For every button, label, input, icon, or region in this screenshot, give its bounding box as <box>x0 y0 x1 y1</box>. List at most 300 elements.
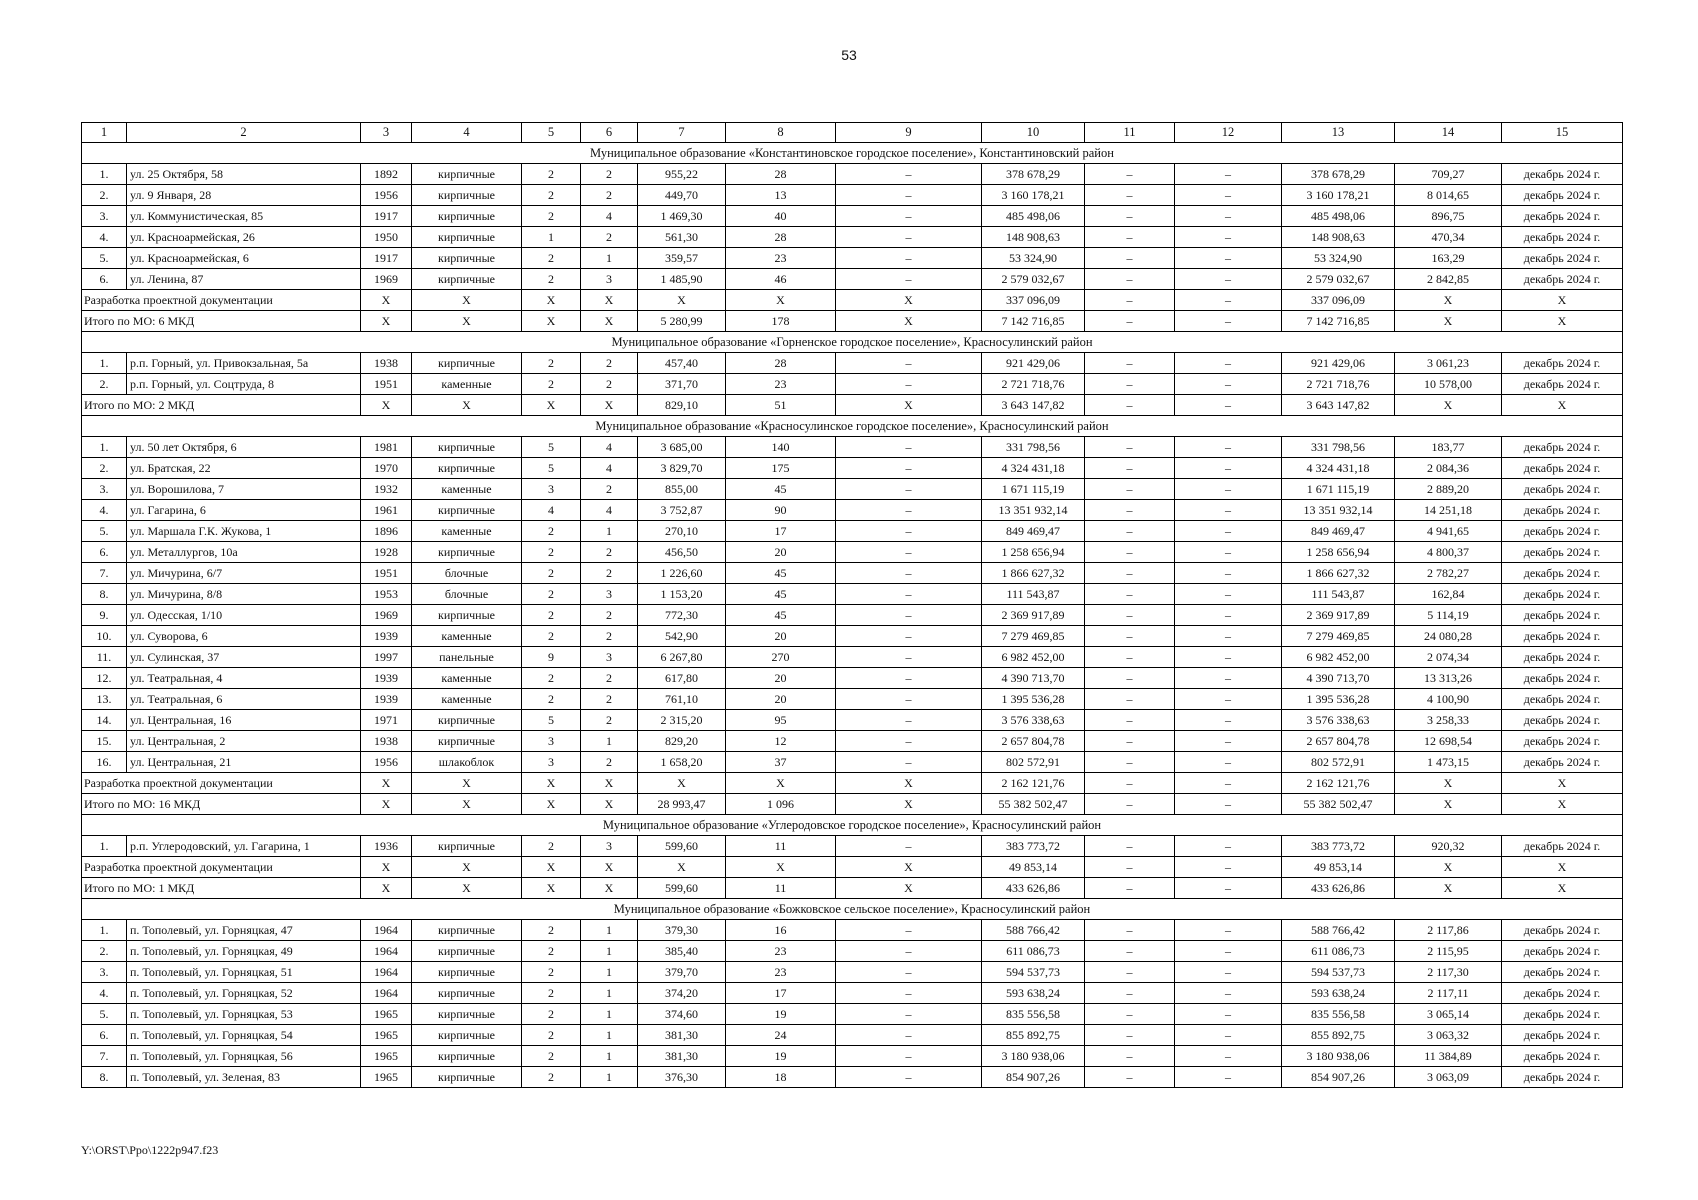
table-cell: 1928 <box>361 542 412 563</box>
table-cell: 1 <box>581 1004 638 1025</box>
row-number: 7. <box>82 563 127 584</box>
table-cell: 6 267,80 <box>638 647 726 668</box>
table-cell: декабрь 2024 г. <box>1502 605 1623 626</box>
table-cell: – <box>1085 227 1175 248</box>
table-cell: 1961 <box>361 500 412 521</box>
table-cell: 24 080,28 <box>1395 626 1502 647</box>
table-cell: 3 180 938,06 <box>1282 1046 1395 1067</box>
table-cell: X <box>1395 857 1502 878</box>
table-cell: – <box>1085 941 1175 962</box>
table-cell: декабрь 2024 г. <box>1502 920 1623 941</box>
table-cell: кирпичные <box>412 248 522 269</box>
table-cell: декабрь 2024 г. <box>1502 164 1623 185</box>
table-cell: – <box>1085 206 1175 227</box>
table-cell: декабрь 2024 г. <box>1502 647 1623 668</box>
table-cell: 270 <box>726 647 836 668</box>
table-cell: каменные <box>412 668 522 689</box>
table-cell: декабрь 2024 г. <box>1502 689 1623 710</box>
table-cell: 2 <box>581 374 638 395</box>
table-cell: – <box>1175 794 1282 815</box>
section-header-row <box>82 143 1623 164</box>
table-cell: – <box>1175 500 1282 521</box>
summary-row <box>82 290 1623 311</box>
table-cell: декабрь 2024 г. <box>1502 500 1623 521</box>
table-cell: 383 773,72 <box>982 836 1085 857</box>
table-cell: X <box>836 773 982 794</box>
table-cell: декабрь 2024 г. <box>1502 668 1623 689</box>
table-cell: – <box>1175 668 1282 689</box>
table-cell: 6 982 452,00 <box>1282 647 1395 668</box>
table-cell: 849 469,47 <box>982 521 1085 542</box>
table-cell: панельные <box>412 647 522 668</box>
table-cell: 13 <box>726 185 836 206</box>
table-cell: X <box>1395 878 1502 899</box>
table-cell: 2 <box>581 353 638 374</box>
row-number: 2. <box>82 941 127 962</box>
table-cell: 379,30 <box>638 920 726 941</box>
table-cell: 3 <box>522 479 581 500</box>
table-cell: – <box>1175 227 1282 248</box>
table-cell: 2 <box>581 479 638 500</box>
table-cell: – <box>1175 1025 1282 1046</box>
table-cell: – <box>836 206 982 227</box>
table-cell: кирпичные <box>412 920 522 941</box>
table-cell: 2 117,11 <box>1395 983 1502 1004</box>
row-number: 6. <box>82 542 127 563</box>
table-cell: 2 162 121,76 <box>1282 773 1395 794</box>
table-cell: – <box>1175 185 1282 206</box>
table-cell: X <box>726 773 836 794</box>
table-cell: 20 <box>726 542 836 563</box>
table-cell: – <box>1175 731 1282 752</box>
table-cell: – <box>1085 185 1175 206</box>
table-cell: X <box>836 395 982 416</box>
table-cell: 3 063,32 <box>1395 1025 1502 1046</box>
table-cell: 588 766,42 <box>1282 920 1395 941</box>
table-cell: 2 <box>581 164 638 185</box>
table-cell: – <box>1085 731 1175 752</box>
table-cell: – <box>1085 353 1175 374</box>
table-cell: X <box>1395 794 1502 815</box>
table-cell: 337 096,09 <box>1282 290 1395 311</box>
table-cell: 2 <box>522 269 581 290</box>
table-cell: 3 <box>581 836 638 857</box>
table-cell: 1 <box>522 227 581 248</box>
table-cell: X <box>1502 794 1623 815</box>
table-row <box>82 542 1623 563</box>
table-cell: – <box>836 185 982 206</box>
table-cell: декабрь 2024 г. <box>1502 983 1623 1004</box>
table-cell: – <box>836 584 982 605</box>
table-cell: 1938 <box>361 353 412 374</box>
column-header: 15 <box>1502 123 1623 143</box>
table-cell: кирпичные <box>412 458 522 479</box>
column-header: 10 <box>982 123 1085 143</box>
table-cell: 46 <box>726 269 836 290</box>
table-cell: 485 498,06 <box>1282 206 1395 227</box>
address-cell: ул. Ленина, 87 <box>127 269 361 290</box>
table-cell: 1971 <box>361 710 412 731</box>
column-header: 7 <box>638 123 726 143</box>
table-cell: 611 086,73 <box>982 941 1085 962</box>
table-cell: декабрь 2024 г. <box>1502 962 1623 983</box>
table-cell: 2 <box>581 605 638 626</box>
table-cell: – <box>1175 458 1282 479</box>
row-number: 15. <box>82 731 127 752</box>
table-cell: – <box>1175 353 1282 374</box>
table-cell: – <box>1085 479 1175 500</box>
table-cell: декабрь 2024 г. <box>1502 752 1623 773</box>
table-cell: 2 084,36 <box>1395 458 1502 479</box>
table-cell: 2 <box>522 521 581 542</box>
table-cell: декабрь 2024 г. <box>1502 479 1623 500</box>
table-cell: 829,20 <box>638 731 726 752</box>
table-cell: 5 280,99 <box>638 311 726 332</box>
table-cell: 28 <box>726 227 836 248</box>
table-cell: X <box>522 794 581 815</box>
table-cell: 2 889,20 <box>1395 479 1502 500</box>
table-cell: – <box>1085 962 1175 983</box>
address-cell: п. Тополевый, ул. Горняцкая, 47 <box>127 920 361 941</box>
table-cell: – <box>1085 647 1175 668</box>
table-cell: – <box>836 962 982 983</box>
table-cell: 2 721 718,76 <box>1282 374 1395 395</box>
table-cell: 449,70 <box>638 185 726 206</box>
table-cell: X <box>412 290 522 311</box>
section-title: Муниципальное образование «Божковское сельское поселение», Красносулинский район <box>82 899 1623 920</box>
table-cell: 921 429,06 <box>982 353 1085 374</box>
table-cell: 2 315,20 <box>638 710 726 731</box>
table-cell: 178 <box>726 311 836 332</box>
address-cell: ул. Красноармейская, 6 <box>127 248 361 269</box>
table-cell: 23 <box>726 248 836 269</box>
table-cell: – <box>1175 941 1282 962</box>
table-cell: 1 395 536,28 <box>982 689 1085 710</box>
table-cell: – <box>1175 752 1282 773</box>
table-cell: 20 <box>726 668 836 689</box>
table-cell: кирпичные <box>412 605 522 626</box>
address-cell: ул. Металлургов, 10а <box>127 542 361 563</box>
table-cell: 611 086,73 <box>1282 941 1395 962</box>
row-number: 6. <box>82 1025 127 1046</box>
address-cell: п. Тополевый, ул. Зеленая, 83 <box>127 1067 361 1088</box>
table-cell: 2 <box>581 752 638 773</box>
table-cell: – <box>1175 836 1282 857</box>
table-cell: декабрь 2024 г. <box>1502 563 1623 584</box>
table-cell: 331 798,56 <box>1282 437 1395 458</box>
table-cell: декабрь 2024 г. <box>1502 248 1623 269</box>
table-cell: 163,29 <box>1395 248 1502 269</box>
table-cell: 2 <box>522 1046 581 1067</box>
table-cell: 599,60 <box>638 878 726 899</box>
summary-label: Разработка проектной документации <box>82 773 361 794</box>
table-row <box>82 500 1623 521</box>
table-cell: – <box>1085 1004 1175 1025</box>
table-cell: 470,34 <box>1395 227 1502 248</box>
table-cell: декабрь 2024 г. <box>1502 437 1623 458</box>
table-row <box>82 479 1623 500</box>
summary-label: Разработка проектной документации <box>82 290 361 311</box>
table-cell: – <box>1085 542 1175 563</box>
table-cell: 2 <box>581 185 638 206</box>
table-cell: 1939 <box>361 626 412 647</box>
table-cell: – <box>1085 584 1175 605</box>
address-cell: ул. Одесская, 1/10 <box>127 605 361 626</box>
table-cell: – <box>836 1067 982 1088</box>
table-cell: X <box>412 857 522 878</box>
table-cell: 371,70 <box>638 374 726 395</box>
table-cell: 2 <box>581 542 638 563</box>
table-cell: – <box>1175 269 1282 290</box>
table-cell: 2 <box>581 227 638 248</box>
table-cell: – <box>836 605 982 626</box>
section-title: Муниципальное образование «Углеродовское городское поселение», Красносулинский район <box>82 815 1623 836</box>
table-cell: – <box>1175 647 1282 668</box>
table-cell: 2 <box>522 668 581 689</box>
table-cell: – <box>1085 1046 1175 1067</box>
row-number: 1. <box>82 920 127 941</box>
table-cell: 1938 <box>361 731 412 752</box>
table-cell: 2 074,34 <box>1395 647 1502 668</box>
table-row <box>82 584 1623 605</box>
row-number: 2. <box>82 185 127 206</box>
column-header: 4 <box>412 123 522 143</box>
table-cell: 2 <box>522 605 581 626</box>
table-cell: 594 537,73 <box>1282 962 1395 983</box>
table-cell: 37 <box>726 752 836 773</box>
table-cell: 2 657 804,78 <box>982 731 1085 752</box>
address-cell: р.п. Горный, ул. Соцтруда, 8 <box>127 374 361 395</box>
table-cell: 2 117,30 <box>1395 962 1502 983</box>
summary-label: Итого по МО: 1 МКД <box>82 878 361 899</box>
address-cell: ул. 25 Октября, 58 <box>127 164 361 185</box>
table-cell: X <box>581 395 638 416</box>
table-cell: 20 <box>726 626 836 647</box>
table-cell: X <box>1395 290 1502 311</box>
table-cell: 111 543,87 <box>982 584 1085 605</box>
table-cell: 1896 <box>361 521 412 542</box>
table-cell: X <box>1502 857 1623 878</box>
table-cell: 1 866 627,32 <box>982 563 1085 584</box>
table-cell: 23 <box>726 374 836 395</box>
table-row <box>82 374 1623 395</box>
table-cell: 9 <box>522 647 581 668</box>
table-cell: 1 866 627,32 <box>1282 563 1395 584</box>
table-cell: 175 <box>726 458 836 479</box>
table-cell: 270,10 <box>638 521 726 542</box>
table-cell: X <box>726 290 836 311</box>
table-cell: кирпичные <box>412 227 522 248</box>
table-cell: 2 369 917,89 <box>982 605 1085 626</box>
table-cell: 11 <box>726 878 836 899</box>
table-cell: 1965 <box>361 1025 412 1046</box>
table-cell: 14 251,18 <box>1395 500 1502 521</box>
table-cell: 588 766,42 <box>982 920 1085 941</box>
summary-row <box>82 857 1623 878</box>
table-cell: 855 892,75 <box>982 1025 1085 1046</box>
table-cell: декабрь 2024 г. <box>1502 458 1623 479</box>
table-cell: декабрь 2024 г. <box>1502 836 1623 857</box>
table-cell: 433 626,86 <box>982 878 1085 899</box>
row-number: 11. <box>82 647 127 668</box>
address-cell: ул. Сулинская, 37 <box>127 647 361 668</box>
summary-label: Итого по МО: 6 МКД <box>82 311 361 332</box>
table-cell: 3 160 178,21 <box>982 185 1085 206</box>
summary-row <box>82 878 1623 899</box>
table-cell: 2 <box>522 563 581 584</box>
table-cell: 2 782,27 <box>1395 563 1502 584</box>
table-cell: 8 014,65 <box>1395 185 1502 206</box>
table-cell: каменные <box>412 689 522 710</box>
table-cell: 5 <box>522 458 581 479</box>
table-cell: 854 907,26 <box>982 1067 1085 1088</box>
table-cell: 383 773,72 <box>1282 836 1395 857</box>
table-cell: – <box>1085 920 1175 941</box>
table-cell: – <box>1175 290 1282 311</box>
table-cell: декабрь 2024 г. <box>1502 206 1623 227</box>
table-cell: – <box>1085 626 1175 647</box>
table-cell: кирпичные <box>412 941 522 962</box>
row-number: 9. <box>82 605 127 626</box>
table-cell: 1 <box>581 1025 638 1046</box>
section-header-row <box>82 416 1623 437</box>
table-cell: X <box>522 857 581 878</box>
table-cell: – <box>1085 689 1175 710</box>
address-cell: ул. Коммунистическая, 85 <box>127 206 361 227</box>
table-cell: – <box>836 374 982 395</box>
table-cell: 2 162 121,76 <box>982 773 1085 794</box>
table-cell: кирпичные <box>412 1046 522 1067</box>
table-cell: 2 369 917,89 <box>1282 605 1395 626</box>
address-cell: ул. Центральная, 2 <box>127 731 361 752</box>
table-cell: – <box>1175 983 1282 1004</box>
table-row <box>82 185 1623 206</box>
table-cell: блочные <box>412 584 522 605</box>
table-cell: – <box>1085 563 1175 584</box>
table-row <box>82 269 1623 290</box>
program-table <box>81 122 1623 1088</box>
table-cell: 1 <box>581 248 638 269</box>
column-number-header-row <box>82 123 1623 143</box>
row-number: 2. <box>82 458 127 479</box>
table-cell: 2 721 718,76 <box>982 374 1085 395</box>
table-cell: 3 <box>522 752 581 773</box>
table-cell: 1 473,15 <box>1395 752 1502 773</box>
table-cell: 183,77 <box>1395 437 1502 458</box>
column-header: 5 <box>522 123 581 143</box>
table-cell: X <box>581 794 638 815</box>
table-cell: 2 <box>522 248 581 269</box>
table-cell: – <box>836 983 982 1004</box>
table-cell: 381,30 <box>638 1046 726 1067</box>
table-cell: 378 678,29 <box>1282 164 1395 185</box>
row-number: 14. <box>82 710 127 731</box>
address-cell: п. Тополевый, ул. Горняцкая, 56 <box>127 1046 361 1067</box>
column-header: 2 <box>127 123 361 143</box>
table-cell: 13 351 932,14 <box>982 500 1085 521</box>
address-cell: п. Тополевый, ул. Горняцкая, 53 <box>127 1004 361 1025</box>
table-row <box>82 689 1623 710</box>
table-cell: 49 853,14 <box>982 857 1085 878</box>
address-cell: р.п. Горный, ул. Привокзальная, 5а <box>127 353 361 374</box>
table-cell: 2 <box>522 689 581 710</box>
table-cell: 10 578,00 <box>1395 374 1502 395</box>
table-cell: – <box>1175 248 1282 269</box>
footer-file-path: Y:\ORST\Ppo\1222p947.f23 <box>81 1143 219 1157</box>
table-cell: 111 543,87 <box>1282 584 1395 605</box>
address-cell: п. Тополевый, ул. Горняцкая, 49 <box>127 941 361 962</box>
table-cell: X <box>1502 395 1623 416</box>
column-header: 14 <box>1395 123 1502 143</box>
table-cell: 709,27 <box>1395 164 1502 185</box>
table-cell: декабрь 2024 г. <box>1502 1025 1623 1046</box>
table-cell: – <box>836 563 982 584</box>
table-cell: каменные <box>412 374 522 395</box>
address-cell: ул. Мичурина, 8/8 <box>127 584 361 605</box>
table-cell: X <box>522 311 581 332</box>
table-cell: 2 <box>522 374 581 395</box>
table-cell: X <box>361 878 412 899</box>
table-cell: 1964 <box>361 941 412 962</box>
row-number: 6. <box>82 269 127 290</box>
row-number: 5. <box>82 248 127 269</box>
table-cell: 1 <box>581 983 638 1004</box>
table-cell: 1965 <box>361 1067 412 1088</box>
table-cell: 4 <box>522 500 581 521</box>
row-number: 2. <box>82 374 127 395</box>
address-cell: ул. Ворошилова, 7 <box>127 479 361 500</box>
table-cell: 835 556,58 <box>1282 1004 1395 1025</box>
table-cell: – <box>1175 605 1282 626</box>
table-cell: X <box>361 794 412 815</box>
table-cell: X <box>836 857 982 878</box>
row-number: 4. <box>82 500 127 521</box>
table-cell: 594 537,73 <box>982 962 1085 983</box>
table-cell: 3 829,70 <box>638 458 726 479</box>
table-cell: шлакоблок <box>412 752 522 773</box>
table-cell: 374,20 <box>638 983 726 1004</box>
table-cell: 378 678,29 <box>982 164 1085 185</box>
address-cell: ул. Центральная, 21 <box>127 752 361 773</box>
summary-row <box>82 773 1623 794</box>
table-cell: – <box>836 836 982 857</box>
table-cell: X <box>638 857 726 878</box>
table-cell: – <box>1085 752 1175 773</box>
table-cell: 2 657 804,78 <box>1282 731 1395 752</box>
table-cell: 3 643 147,82 <box>982 395 1085 416</box>
table-cell: 921 429,06 <box>1282 353 1395 374</box>
table-cell: – <box>1175 563 1282 584</box>
address-cell: р.п. Углеродовский, ул. Гагарина, 1 <box>127 836 361 857</box>
table-row <box>82 1046 1623 1067</box>
table-cell: – <box>836 248 982 269</box>
table-cell: 2 <box>581 710 638 731</box>
row-number: 7. <box>82 1046 127 1067</box>
table-cell: – <box>1175 437 1282 458</box>
table-cell: 337 096,09 <box>982 290 1085 311</box>
table-cell: 1 226,60 <box>638 563 726 584</box>
table-cell: X <box>412 878 522 899</box>
table-cell: каменные <box>412 479 522 500</box>
address-cell: ул. Суворова, 6 <box>127 626 361 647</box>
table-cell: 95 <box>726 710 836 731</box>
table-cell: X <box>412 794 522 815</box>
row-number: 13. <box>82 689 127 710</box>
table-cell: – <box>1175 689 1282 710</box>
table-cell: 45 <box>726 563 836 584</box>
address-cell: п. Тополевый, ул. Горняцкая, 51 <box>127 962 361 983</box>
table-cell: 17 <box>726 521 836 542</box>
